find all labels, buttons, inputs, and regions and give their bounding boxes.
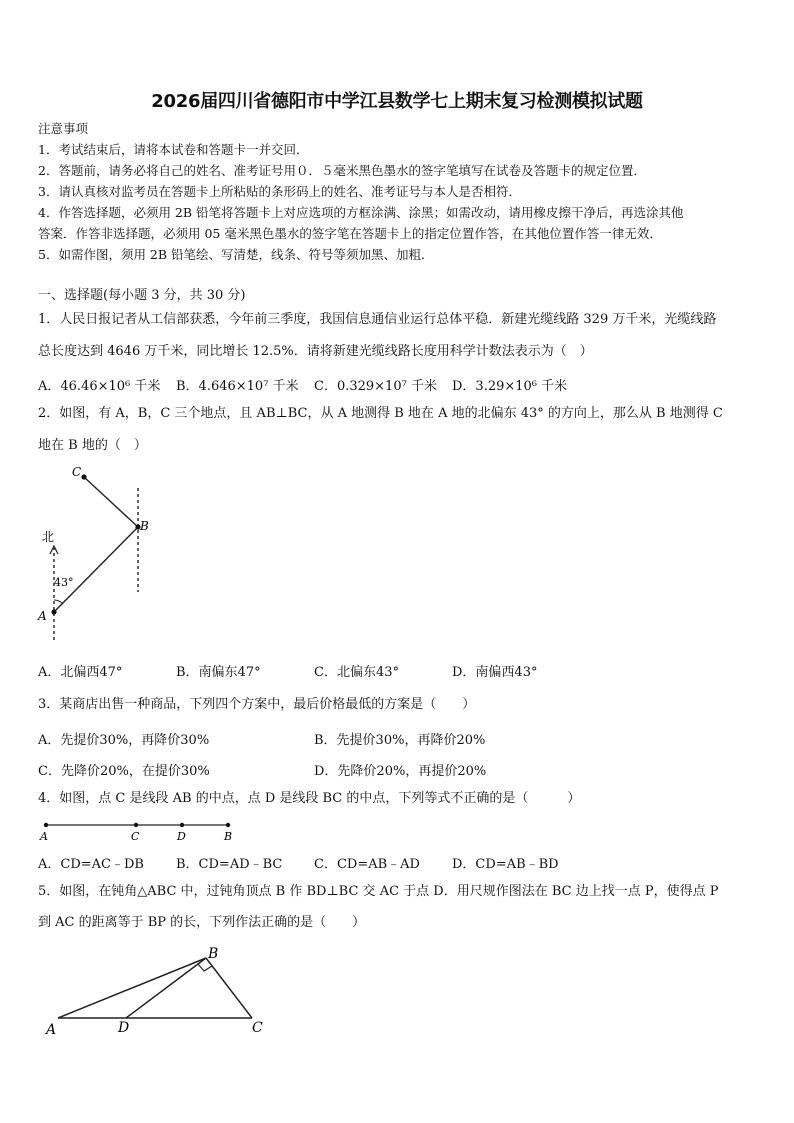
page-title: 2026届四川省德阳市中学江县数学七上期末复习检测模拟试题 [151, 91, 643, 112]
q1-option-d: D．3.29×10⁶ 千米 [452, 379, 568, 394]
question-5-line: 5．如图，在钝角△ABC 中，过钝角顶点 B 作 BD⊥BC 交 AC 于点 D．用尺规作图法在 BC 边上找一点 P，使得点 P [38, 884, 719, 899]
q4-option-d: D．CD=AB﹣BD [452, 857, 559, 872]
question-2-line: 2．如图，有 A，B，C 三个地点，且 AB⊥BC，从 A 地测得 B 地在 A 地的北偏东 43° 的方向上，那么从 B 地测得 C [38, 406, 723, 421]
q4-option-b: B．CD=AD﹣BC [176, 857, 283, 872]
notice-item: 5．如需作图，须用 2B 铅笔绘、写清楚，线条、符号等须加黑、加粗． [38, 247, 434, 262]
q2-option-b: B．南偏东47° [176, 665, 261, 680]
question-3-line: 3．某商店出售一种商品，下列四个方案中，最后价格最低的方案是（ ） [38, 697, 476, 712]
q3-option-a: A．先提价30%，再降价30% [38, 733, 210, 748]
q3-option-c: C．先降价20%，在提价30% [38, 764, 210, 779]
q4-option-c: C．CD=AB﹣AD [314, 857, 420, 872]
question-1-line: 1．人民日报记者从工信部获悉，今年前三季度，我国信息通信业运行总体平稳．新建光缆线路 329 万千米，光缆线路 [38, 312, 717, 327]
notice-item: 3．请认真核对监考员在答题卡上所粘贴的条形码上的姓名、准考证号与本人是否相符． [38, 184, 521, 199]
label-north: 北 [42, 530, 55, 544]
label-angle: 43° [54, 576, 74, 589]
label-b: B [140, 519, 149, 533]
q3-option-d: D．先降价20%，再提价20% [314, 764, 487, 779]
label-a: A [38, 609, 47, 623]
notice-heading: 注意事项 [38, 121, 89, 136]
q2-figure [30, 460, 170, 645]
segment-bc [84, 477, 138, 527]
notice-item: 1．考试结束后，请将本试卷和答题卡一并交回． [38, 142, 309, 157]
q2-option-a: A．北偏西47° [38, 665, 123, 680]
point-c [81, 474, 86, 479]
label-c: C [252, 1020, 263, 1036]
question-2-line: 地在 B 地的（ ） [38, 438, 147, 453]
q5-figure [40, 940, 280, 1040]
q4-option-a: A．CD=AC﹣DB [38, 857, 144, 872]
notice-item: 2．答题前，请务必将自己的姓名、准考证号用０．５毫米黑色墨水的签字笔填写在试卷及答题卡的规定位置． [38, 163, 646, 178]
label-d: D [118, 1020, 130, 1036]
question-5-line: 到 AC 的距离等于 BP 的长，下列作法正确的是（ ） [38, 915, 366, 930]
question-4-line: 4．如图，点 C 是线段 AB 的中点，点 D 是线段 BC 的中点，下列等式不正确的是（ ） [38, 791, 581, 806]
segment-ab [58, 958, 206, 1018]
label-c: C [72, 465, 82, 479]
q1-option-c: C．0.329×10⁷ 千米 [314, 379, 437, 394]
label-b: B [224, 830, 233, 843]
label-b: B [208, 946, 219, 962]
q3-option-b: B．先提价30%，再降价20% [314, 733, 486, 748]
point-c [134, 823, 138, 827]
notice-item: 答案．作答非选择题，必须用 05 毫米黑色墨水的签字笔在答题卡上的指定位置作答，在其他位置作答一律无效． [38, 226, 662, 241]
label-c: C [131, 830, 140, 843]
q4-figure [36, 815, 246, 843]
segment-ab [54, 527, 138, 612]
point-a [44, 823, 48, 827]
angle-arc [54, 600, 63, 604]
q1-option-b: B．4.646×10⁷ 千米 [176, 379, 299, 394]
question-1-line: 总长度达到 4646 万千米，同比增长 12.5%．请将新建光缆线路长度用科学计数法表示为（ ） [38, 344, 593, 359]
q2-option-c: C．北偏东43° [314, 665, 399, 680]
segment-bc [206, 958, 252, 1018]
label-a: A [40, 830, 48, 843]
notice-item: 4．作答选择题，必须用 2B 铅笔将答题卡上对应选项的方框涂满、涂黑；如需改动，请用橡皮擦干净后，再选涂其他 [38, 205, 684, 220]
label-d: D [177, 830, 186, 843]
point-a [51, 609, 56, 614]
right-angle-mark [198, 964, 212, 971]
segment-bd [126, 958, 206, 1018]
q2-option-d: D．南偏西43° [452, 665, 538, 680]
point-d [180, 823, 184, 827]
point-b [226, 823, 230, 827]
q1-option-a: A．46.46×10⁶ 千米 [38, 379, 161, 394]
label-a: A [46, 1022, 57, 1038]
section-heading: 一、选择题(每小题 3 分，共 30 分) [38, 288, 246, 303]
